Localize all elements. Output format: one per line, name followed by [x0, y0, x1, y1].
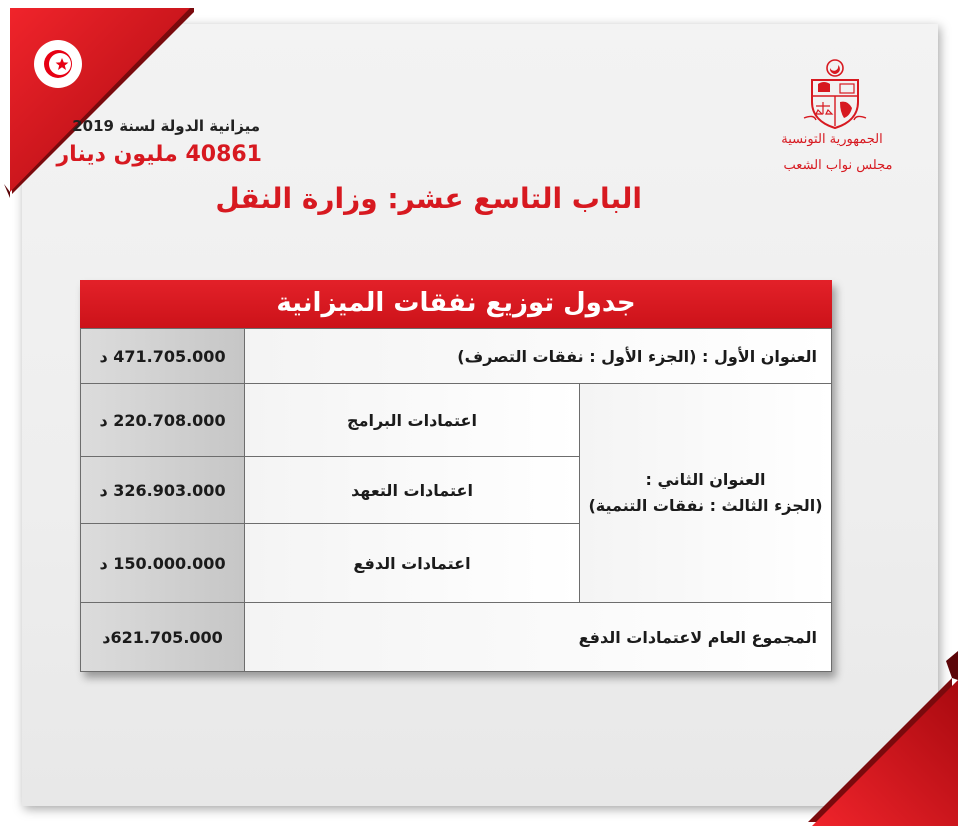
corner-ribbon-bottom-right [808, 651, 958, 826]
republic-name: الجمهورية التونسية [781, 132, 883, 147]
crescent-star-icon [38, 44, 78, 84]
subrow-programs-amount [80, 383, 245, 457]
subrow-payment-label [244, 523, 580, 603]
budget-total: 40861 مليون دينار [56, 142, 262, 167]
row1-amount-text: 471.705.000 د [99, 346, 226, 366]
subrow-payment-amount [80, 523, 245, 603]
parliament-name: مجلس نواب الشعب [783, 158, 893, 173]
subrow-commitment-amount [80, 456, 245, 524]
chapter-title: الباب التاسع عشر: وزارة النقل [215, 182, 642, 215]
total-amount-text: 621.705.000د [102, 627, 223, 647]
row2-title-line2: (الجزء الثالث : نفقات التنمية) [588, 496, 823, 515]
row2-title-cell [579, 383, 832, 603]
corner-ribbon-top-left [4, 8, 204, 198]
row2-title-line1: العنوان الثاني : [645, 470, 766, 489]
subrow-label-text: اعتمادات الدفع [353, 553, 471, 573]
total-label [244, 602, 832, 672]
tunisia-coat-of-arms-icon [800, 58, 870, 130]
budget-year-label: ميزانية الدولة لسنة 2019 [72, 117, 260, 135]
total-label-text: المجموع العام لاعتمادات الدفع [578, 627, 817, 647]
subrow-amount-text: 150.000.000 د [99, 553, 226, 573]
row1-label [244, 328, 832, 384]
tunisia-flag-icon [34, 40, 82, 88]
subrow-commitment-label [244, 456, 580, 524]
subrow-programs-label [244, 383, 580, 457]
subrow-label-text: اعتمادات التعهد [351, 480, 473, 500]
subrow-amount-text: 220.708.000 د [99, 410, 226, 430]
subrow-amount-text: 326.903.000 د [99, 480, 226, 500]
row1-label-text: العنوان الأول : (الجزء الأول : نفقات التصرف) [457, 346, 817, 366]
total-amount [80, 602, 245, 672]
budget-distribution-table [80, 280, 832, 672]
subrow-label-text: اعتمادات البرامج [347, 410, 477, 430]
row1-amount [80, 328, 245, 384]
table-title: جدول توزيع نفقات الميزانية [80, 280, 832, 328]
